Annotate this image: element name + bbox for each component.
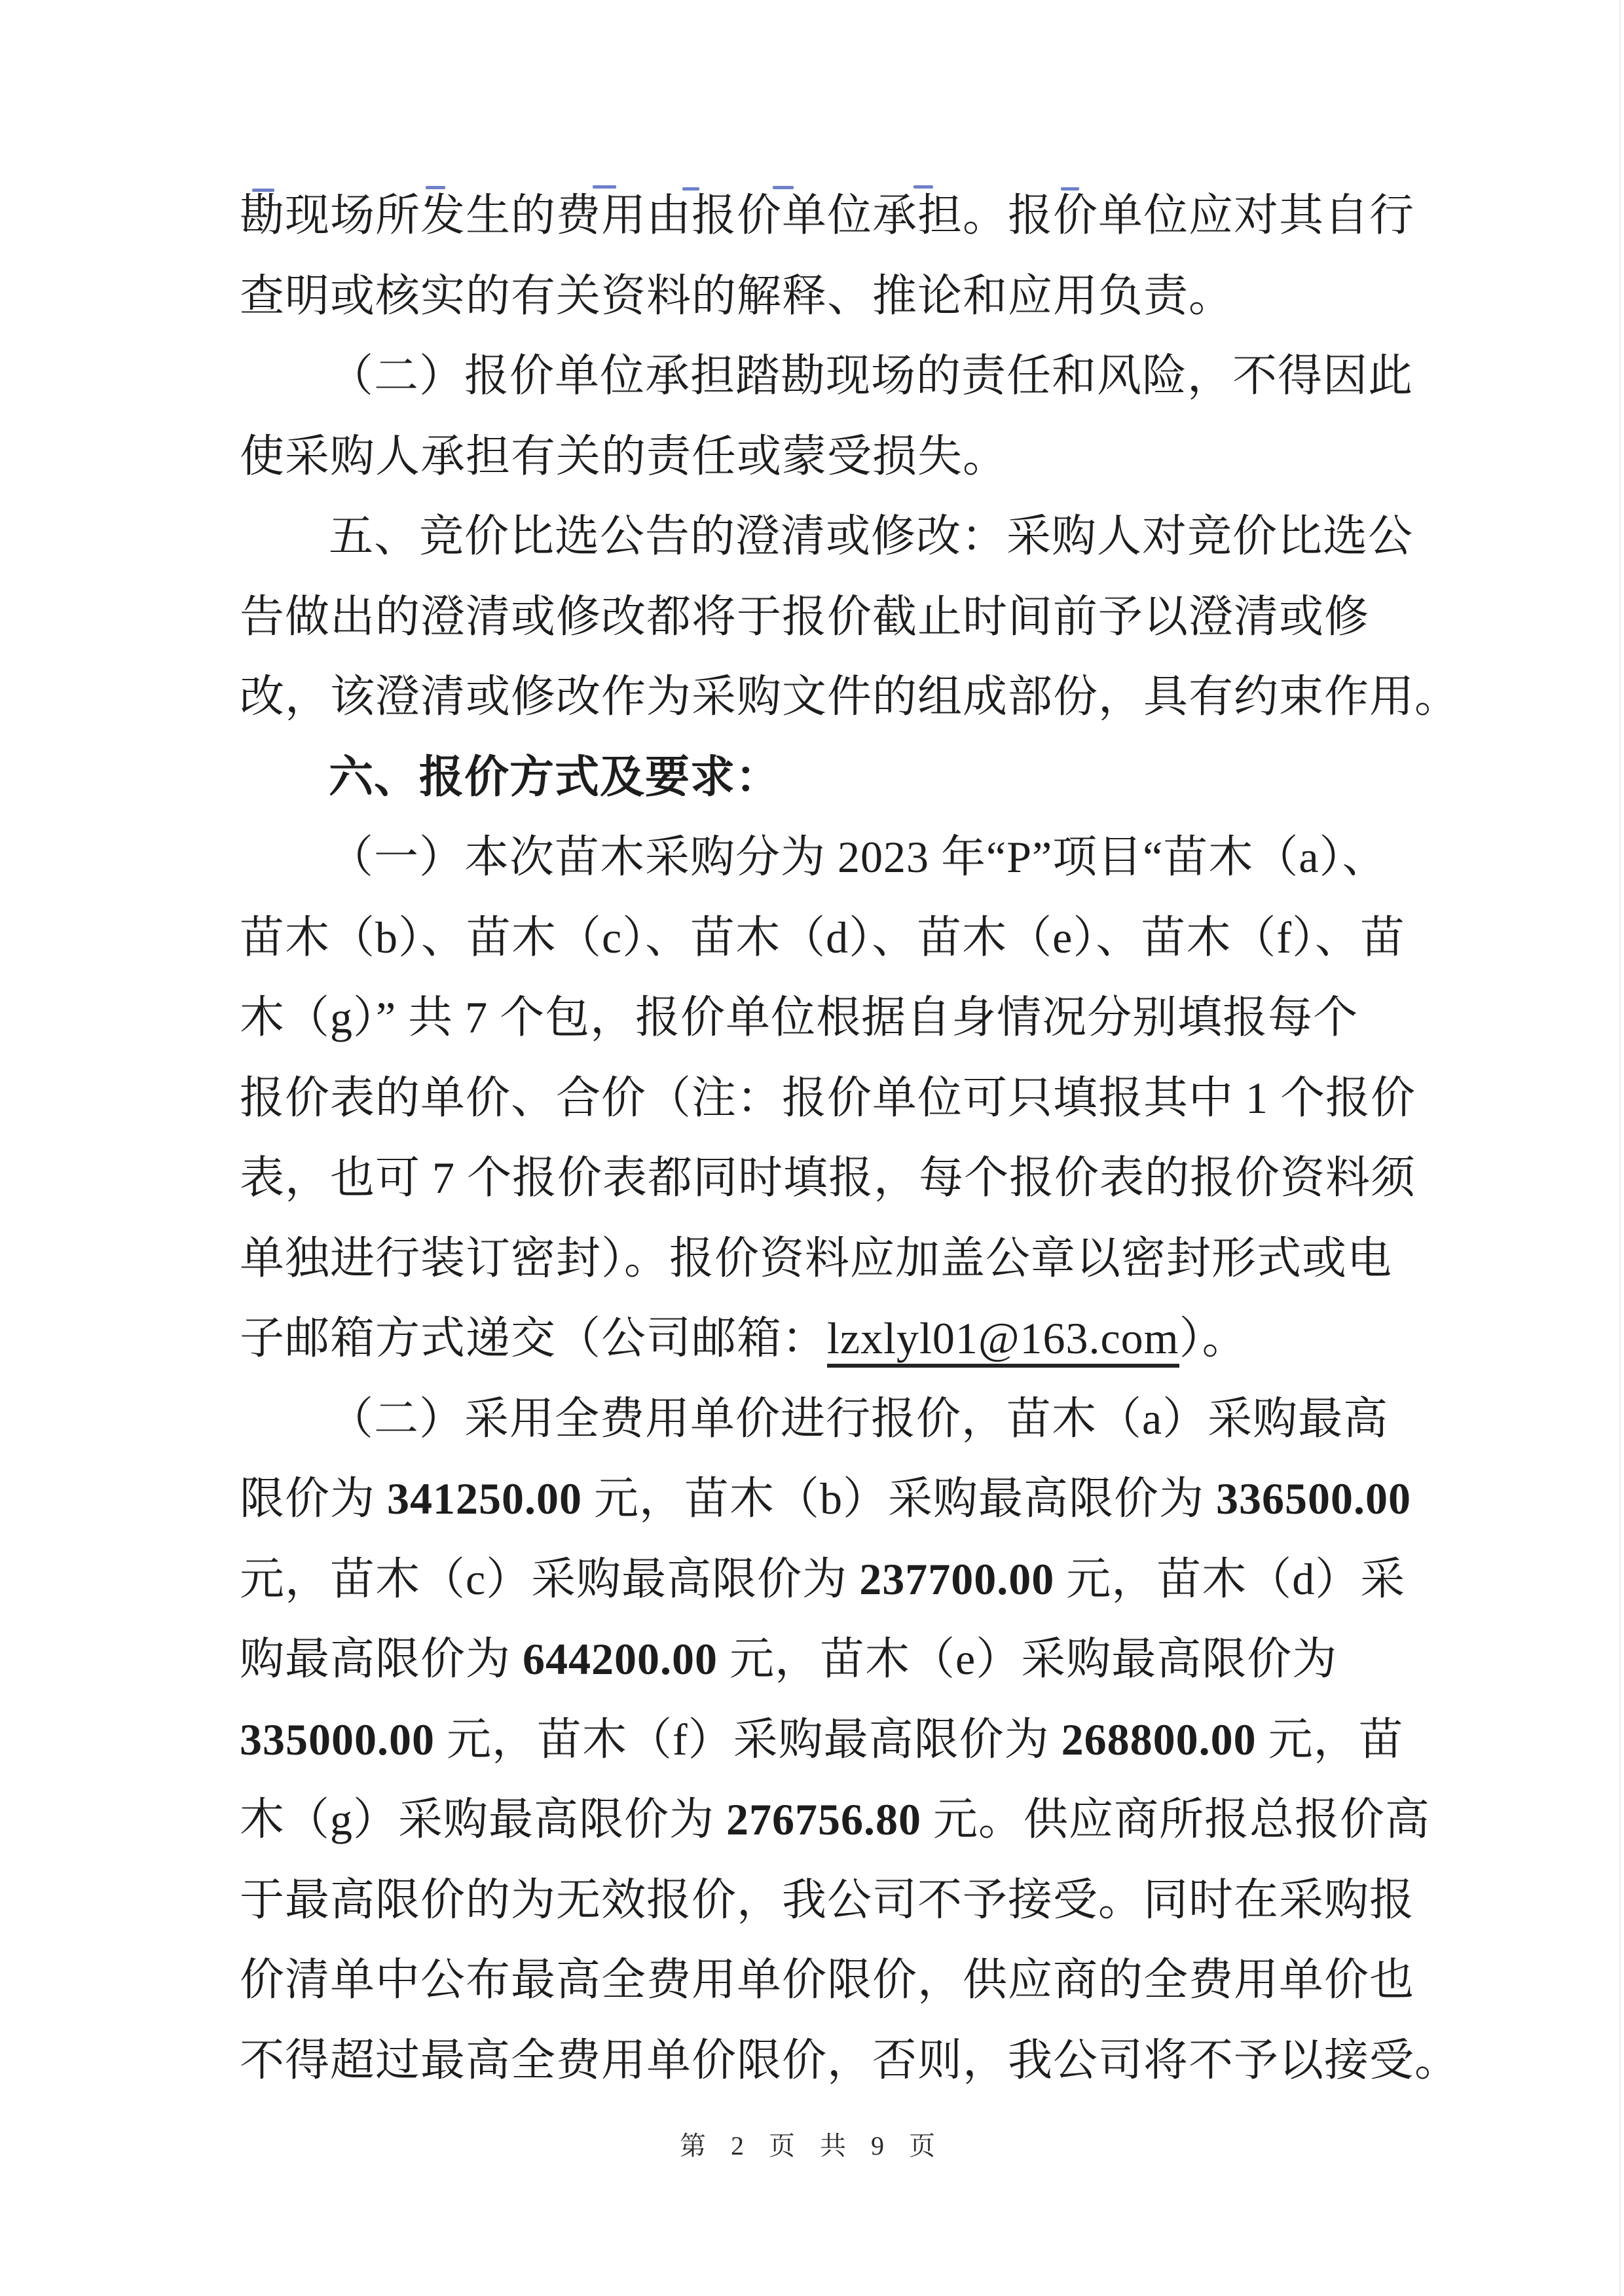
text-line (240, 1619, 1399, 1700)
text-segment: 改，该澄清或修改作为采购文件的组成部份，具有约束作用。 (240, 672, 1460, 721)
text-segment: 木（g）” 共 7 个包，报价单位根据自身情况分别填报每个 (240, 993, 1359, 1042)
text-segment: 336500.00 (1216, 1474, 1412, 1523)
text-segment: （一）本次苗木采购分为 2023 年“P”项目“苗木（a）、 (329, 832, 1388, 882)
text-segment: 237700.00 (859, 1554, 1055, 1604)
text-line (240, 1940, 1415, 2020)
text-segment: 购最高限价为 (240, 1634, 523, 1684)
text-segment: 276756.80 (726, 1795, 922, 1844)
text-segment: 告做出的澄清或修改都将于报价截止时间前予以澄清或修 (240, 591, 1370, 642)
text-segment: 使采购人承担有关的责任或蒙受损失。 (240, 431, 1008, 481)
text-segment: 元。供应商所报总报价高 (921, 1795, 1431, 1844)
text-line (240, 1058, 1416, 1139)
email-text: lzxlyl01@163.com (827, 1313, 1179, 1368)
text-segment: 子邮箱方式递交（公司邮箱： (240, 1313, 828, 1363)
body-text (240, 175, 1460, 2100)
text-segment: 报价表的单价、合价（注：报价单位可只填报其中 1 个报价 (240, 1072, 1416, 1123)
text-line (240, 1379, 1399, 1459)
text-line (240, 496, 1414, 577)
text-line (240, 1700, 1404, 1780)
text-segment: 查明或核实的有关资料的解释、推论和应用负责。 (240, 270, 1234, 321)
text-segment: 苗木（b）、苗木（c）、苗木（d）、苗木（e）、苗木（f）、苗 (240, 912, 1406, 962)
text-line (240, 898, 1406, 978)
text-line (240, 817, 1399, 898)
text-segment: 价清单中公布最高全费用单价限价，供应商的全费用单价也 (240, 1955, 1415, 2005)
text-segment: 644200.00 (523, 1634, 718, 1684)
text-segment: 五、竞价比选公告的澄清或修改：采购人对竞价比选公 (329, 511, 1414, 561)
text-segment: 元，苗木（e）采购最高限价为 (718, 1634, 1338, 1684)
text-segment: 限价为 (240, 1474, 388, 1523)
text-segment: 单独进行装订密封）。报价资料应加盖公章以密封形式或电 (240, 1233, 1393, 1283)
text-line (240, 977, 1399, 1058)
text-segment: 六、报价方式及要求： (329, 752, 781, 802)
text-line (240, 1860, 1415, 1941)
text-line (240, 1298, 1399, 1379)
text-line (240, 416, 1399, 497)
text-segment: （二）报价单位承担踏勘现场的责任和风险，不得因此 (329, 351, 1414, 401)
text-line (240, 175, 1415, 256)
text-segment: 元，苗木（b）采购最高限价为 (582, 1474, 1217, 1523)
text-segment: ）。 (1179, 1313, 1247, 1363)
text-segment: 元，苗木（f）采购最高限价为 (435, 1714, 1061, 1764)
text-line (240, 737, 1399, 818)
text-line (240, 256, 1399, 337)
page-footer: 第 2 页 共 9 页 (680, 2131, 944, 2160)
text-segment: 木（g）采购最高限价为 (240, 1795, 727, 1844)
text-segment: 341250.00 (387, 1474, 583, 1523)
scan-edge-shadow (1619, 0, 1621, 2296)
text-line (240, 1459, 1412, 1539)
text-line (240, 657, 1460, 737)
text-segment: 勘现场所发生的费用由报价单位承担。报价单位应对其自行 (240, 191, 1415, 240)
text-line (240, 1138, 1416, 1218)
text-segment: 表，也可 7 个报价表都同时填报，每个报价表的报价资料须 (240, 1153, 1416, 1203)
text-segment: 不得超过最高全费用单价限价，否则，我公司将不予以接受。 (240, 2035, 1460, 2085)
text-segment: （二）采用全费用单价进行报价，苗木（a）采购最高 (329, 1393, 1389, 1444)
text-segment: 元，苗木（c）采购最高限价为 (240, 1554, 860, 1604)
text-segment: 元，苗 (1256, 1714, 1404, 1764)
text-segment: 于最高限价的为无效报价，我公司不予接受。同时在采购报 (240, 1874, 1415, 1925)
text-segment: 335000.00 (240, 1714, 435, 1764)
text-line (240, 2020, 1460, 2101)
text-segment: 268800.00 (1061, 1714, 1257, 1764)
text-segment: 元，苗木（d）采 (1054, 1554, 1406, 1604)
text-line (240, 1218, 1399, 1299)
text-line (240, 1779, 1431, 1860)
text-line (240, 577, 1399, 657)
text-line (240, 1539, 1406, 1620)
text-line (240, 336, 1414, 416)
